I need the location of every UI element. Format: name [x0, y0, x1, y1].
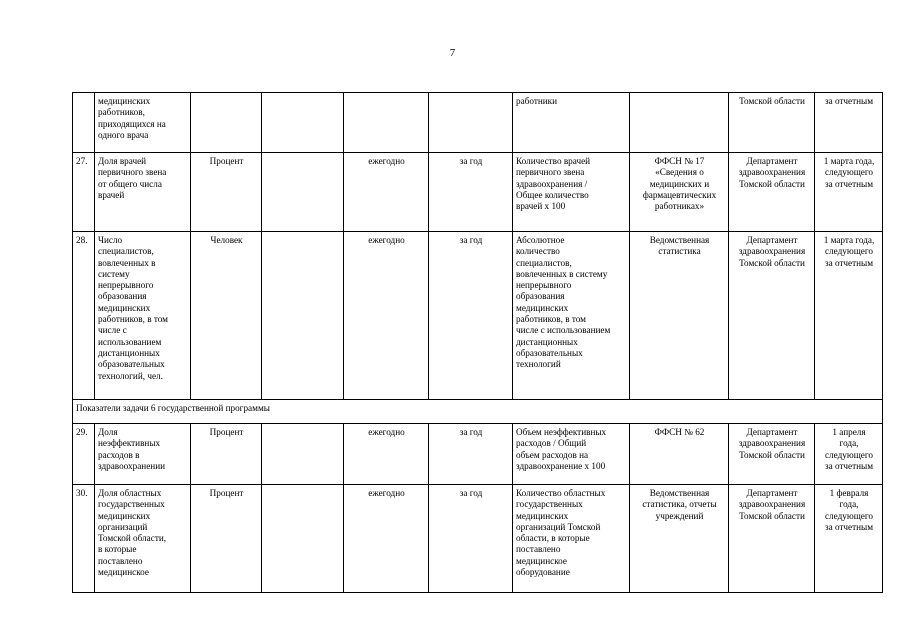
section-row [73, 400, 883, 424]
deadline-cell: 1 марта года, следующего за отчетным [815, 232, 883, 400]
row-number: 28. [73, 232, 95, 400]
deadline-cell: за отчетным [815, 93, 883, 153]
table-row [73, 153, 883, 232]
calculation-method-cell: Количество врачей первичного звена здравоохранения / Общее количество врачей x 100 [513, 153, 630, 232]
calculation-method-cell: Количество областных государственных медицинских организаций Томской области, в которые поставлено медицинское оборудование [513, 485, 630, 593]
page-number: 7 [449, 47, 456, 59]
indicators-table [72, 92, 883, 593]
periodicity-cell: ежегодно [344, 424, 429, 485]
time-characteristic-cell: за год [429, 485, 513, 593]
data-source-cell: Ведомственная статистика, отчеты учреждений [630, 485, 729, 593]
extra-cell [262, 93, 344, 153]
calculation-method-cell: Абсолютное количество специалистов, вовлеченных в систему непрерывного образования медицинских работников, в том числе с использованием дистанционных образовательных технологий [513, 232, 630, 400]
table-row [73, 232, 883, 400]
data-source-cell: ФФСН № 62 [630, 424, 729, 485]
deadline-cell: 1 февраля года, следующего за отчетным [815, 485, 883, 593]
calculation-method-cell: работники [513, 93, 630, 153]
deadline-cell: 1 марта года, следующего за отчетным [815, 153, 883, 232]
data-source-cell [630, 93, 729, 153]
row-number: 27. [73, 153, 95, 232]
unit-cell: Процент [191, 153, 262, 232]
row-number: 30. [73, 485, 95, 593]
periodicity-cell [344, 93, 429, 153]
deadline-cell: 1 апреля года, следующего за отчетным [815, 424, 883, 485]
data-source-cell: Ведомственная статистика [630, 232, 729, 400]
data-source-cell: ФФСН № 17 «Сведения о медицинских и фармацевтических работниках» [630, 153, 729, 232]
time-characteristic-cell [429, 93, 513, 153]
indicator-name: Доля врачей первичного звена от общего числа врачей [95, 153, 191, 232]
table-row [73, 485, 883, 593]
row-number [73, 93, 95, 153]
responsible-cell: Томской области [729, 93, 815, 153]
unit-cell [191, 93, 262, 153]
responsible-cell: Департамент здравоохранения Томской области [729, 485, 815, 593]
indicator-name: медицинских работников, приходящихся на одного врача [95, 93, 191, 153]
periodicity-cell: ежегодно [344, 485, 429, 593]
periodicity-cell: ежегодно [344, 153, 429, 232]
table-row [73, 93, 883, 153]
time-characteristic-cell: за год [429, 153, 513, 232]
unit-cell: Процент [191, 485, 262, 593]
indicator-name: Число специалистов, вовлеченных в систему непрерывного образования медицинских работников, в том числе с использованием дистанционных образовательных технологий, чел. [95, 232, 191, 400]
time-characteristic-cell: за год [429, 424, 513, 485]
extra-cell [262, 485, 344, 593]
unit-cell: Человек [191, 232, 262, 400]
table-row [73, 424, 883, 485]
row-number: 29. [73, 424, 95, 485]
indicator-name: Доля областных государственных медицинских организаций Томской области, в которые поставлено медицинское [95, 485, 191, 593]
responsible-cell: Департамент здравоохранения Томской области [729, 153, 815, 232]
unit-cell: Процент [191, 424, 262, 485]
periodicity-cell: ежегодно [344, 232, 429, 400]
time-characteristic-cell: за год [429, 232, 513, 400]
indicator-name: Доля неэффективных расходов в здравоохранении [95, 424, 191, 485]
extra-cell [262, 153, 344, 232]
responsible-cell: Департамент здравоохранения Томской области [729, 424, 815, 485]
extra-cell [262, 424, 344, 485]
calculation-method-cell: Объем неэффективных расходов / Общий объем расходов на здравоохранение x 100 [513, 424, 630, 485]
extra-cell [262, 232, 344, 400]
section-title: Показатели задачи 6 государственной программы [73, 400, 883, 424]
responsible-cell: Департамент здравоохранения Томской области [729, 232, 815, 400]
